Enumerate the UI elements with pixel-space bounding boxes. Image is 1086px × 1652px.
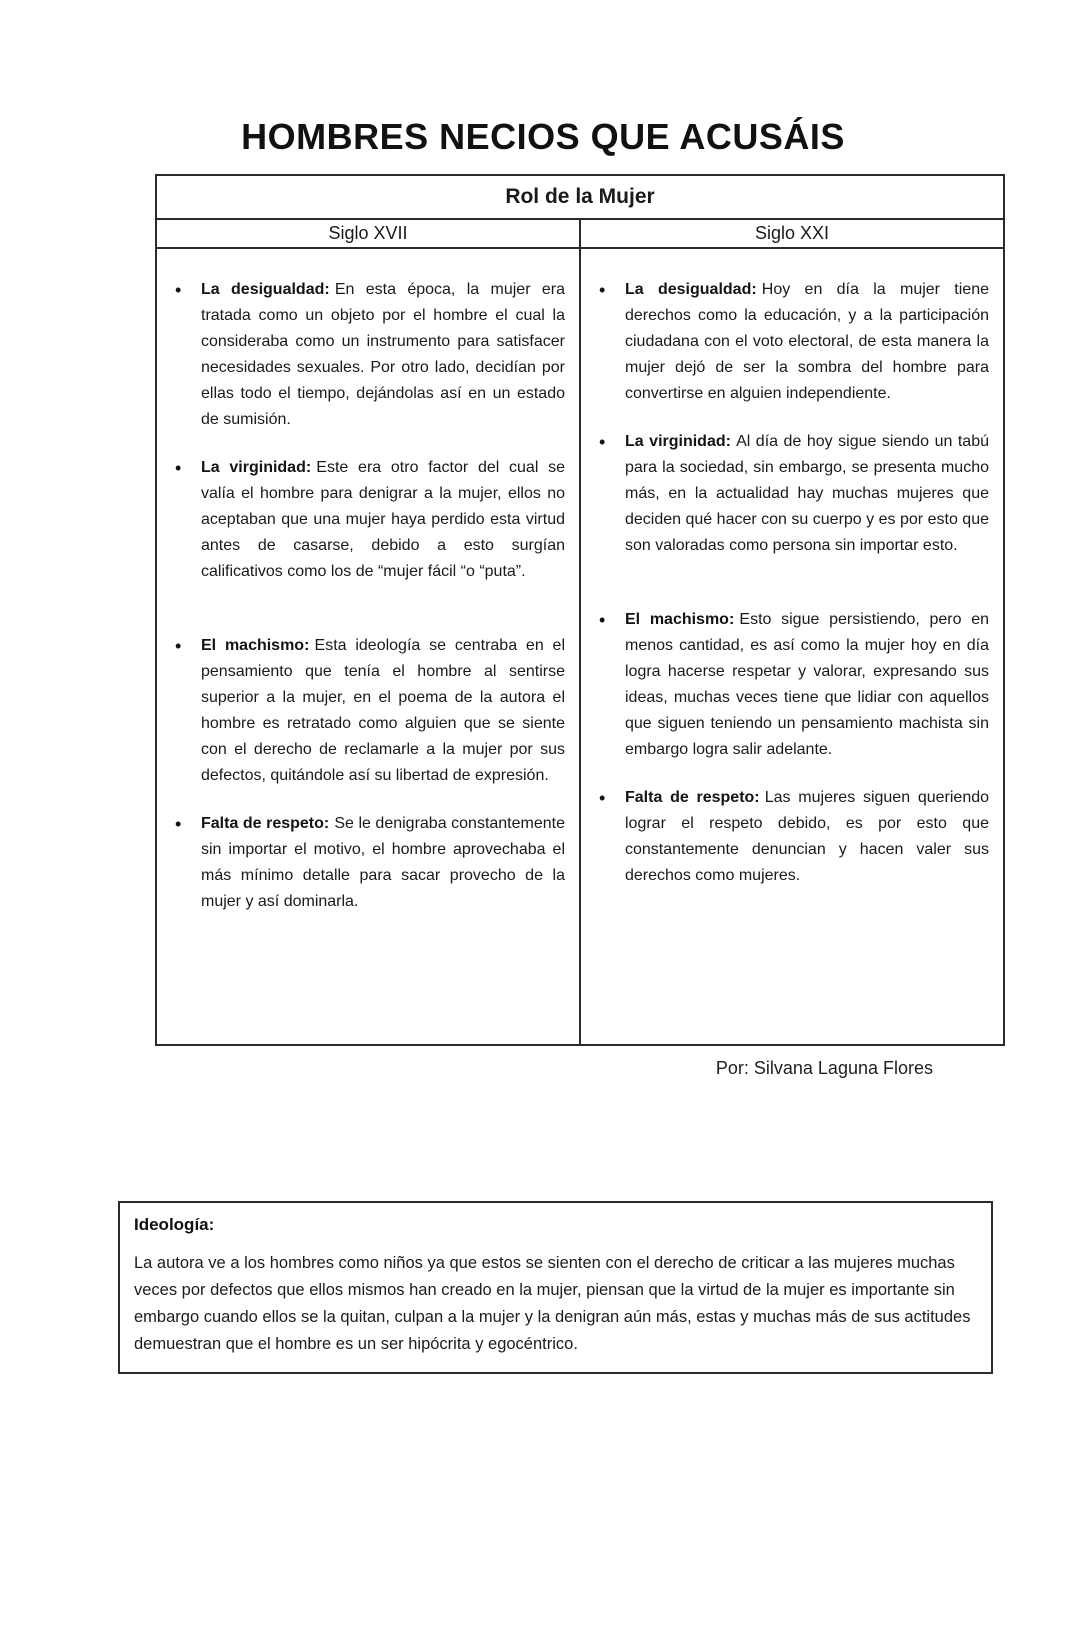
- ideology-heading: Ideología:: [134, 1215, 215, 1234]
- list-item-desigualdad-xxi: [625, 277, 989, 407]
- item-term: La desigualdad:: [625, 281, 757, 298]
- topic-list-siglo-xxi: [599, 277, 989, 889]
- item-term: La virginidad:: [201, 459, 312, 476]
- page-title: HOMBRES NECIOS QUE ACUSÁIS: [241, 116, 845, 157]
- item-text: En esta época, la mujer era tratada como un objeto por el hombre el cual la consideraba como un instrumento para satisfacer necesidades sexuales. Por otro lado, decidían por ellas todo el tiempo, dejándolas así en un estado de sumisión.: [201, 281, 565, 428]
- item-text: Esta ideología se centraba en el pensamiento que tenía el hombre al sentirse superior a la mujer, en el poema de la autora el hombre es retratado como alguien que se siente con el derecho de reclamarle a la mujer por sus defectos, quitándole así su libertad de expresión.: [201, 637, 565, 784]
- list-item-respeto-xvii: [201, 811, 565, 915]
- item-term: El machismo:: [625, 611, 735, 628]
- list-item-machismo-xvii: [201, 633, 565, 789]
- cell-siglo-xvii: [156, 248, 580, 1045]
- table-title: Rol de la Mujer: [156, 175, 1004, 219]
- item-term: La desigualdad:: [201, 281, 330, 298]
- list-item-virginidad-xvii: [201, 455, 565, 585]
- ideology-box: [118, 1201, 993, 1374]
- comparison-table: [155, 174, 1005, 1046]
- column-header-row: [156, 219, 1004, 248]
- table-body-row: [156, 248, 1004, 1045]
- item-term: El machismo:: [201, 637, 310, 654]
- item-term: La virginidad:: [625, 433, 731, 450]
- column-header-siglo-xxi: Siglo XXI: [580, 219, 1004, 248]
- item-term: Falta de respeto:: [201, 815, 330, 832]
- item-text: Las mujeres siguen queriendo lograr el respeto debido, es por esto que constantemente denuncian y hacen valer sus derechos como mujeres.: [625, 789, 990, 884]
- list-item-virginidad-xxi: [625, 429, 989, 559]
- item-text: Este era otro factor del cual se valía el hombre para denigrar a la mujer, ellos no aceptaban que una mujer haya perdido esta virtud antes de casarse, debido a esto surgían calificativos como los de “mujer fácil “o “puta”.: [201, 459, 565, 580]
- document-page: [0, 116, 1086, 1652]
- attribution: Por: Silvana Laguna Flores: [715, 1058, 933, 1078]
- item-text: Se le denigraba constantemente sin importar el motivo, el hombre aprovechaba el más mínimo detalle para sacar provecho de la mujer y así dominarla.: [201, 815, 565, 910]
- ideology-text: La autora ve a los hombres como niños ya que estos se sienten con el derecho de criticar a las mujeres muchas veces por defectos que ellos mismos han creado en la mujer, piensan que la virtud de la mujer es importante sin embargo cuando ellos se la quitan, culpan a la mujer y la denigran aún más, estas y muchas más de sus actitudes demuestran que el hombre es un ser hipócrita y egocéntrico.: [134, 1254, 971, 1353]
- item-text: Esto sigue persistiendo, pero en menos cantidad, es así como la mujer hoy en día logra hacerse respetar y valorar, expresando sus ideas, muchas veces tiene que lidiar con aquellos que siguen teniendo un pensamiento machista sin embargo logra salir adelante.: [625, 611, 990, 758]
- topic-list-siglo-xvii: [175, 277, 565, 915]
- cell-siglo-xxi: [580, 248, 1004, 1045]
- column-header-siglo-xvii: Siglo XVII: [156, 219, 580, 248]
- table-title-row: [156, 175, 1004, 219]
- item-term: Falta de respeto:: [625, 789, 760, 806]
- list-item-respeto-xxi: [625, 785, 989, 889]
- item-text: Hoy en día la mujer tiene derechos como la educación, y a la participación ciudadana con el voto electoral, de esta manera la mujer dejó de ser la sombra del hombre para convertirse en alguien independiente.: [625, 281, 990, 402]
- list-item-machismo-xxi: [625, 607, 989, 763]
- list-item-desigualdad-xvii: [201, 277, 565, 433]
- item-text: Al día de hoy sigue siendo un tabú para la sociedad, sin embargo, se presenta mucho más, en la actualidad hay muchas mujeres que deciden qué hacer con su cuerpo y es por esto que son valoradas como persona sin importar esto.: [625, 433, 990, 554]
